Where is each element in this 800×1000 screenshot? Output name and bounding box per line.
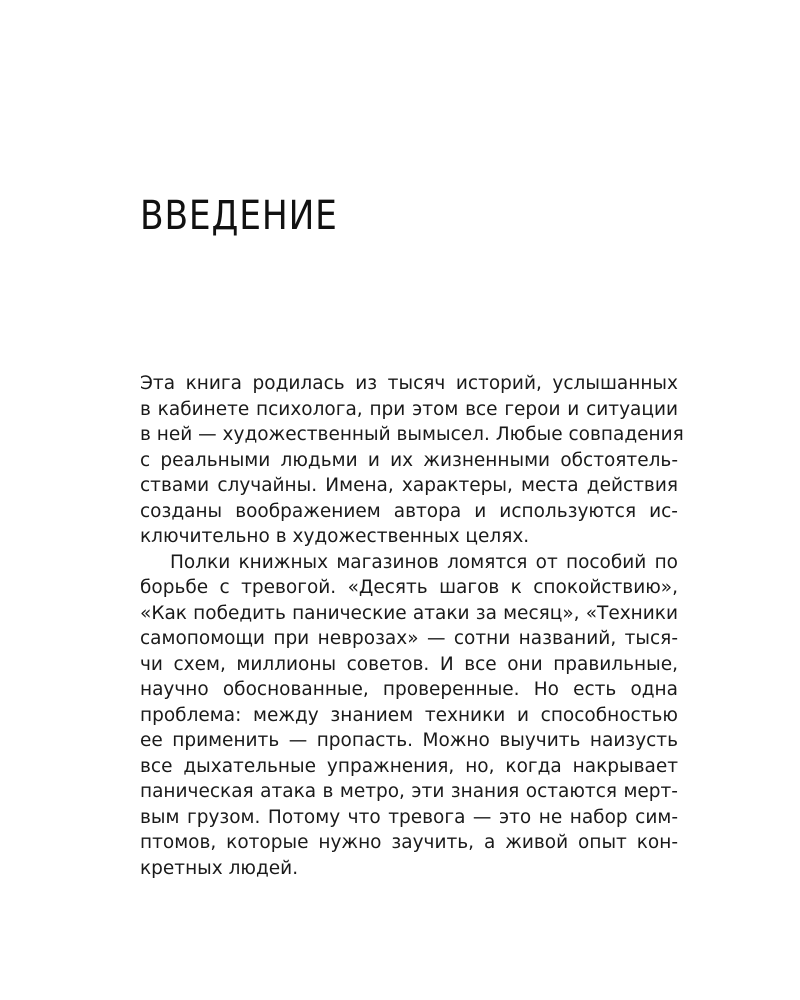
paragraph-2-line-8: ее применить — пропасть. Можно выучить наизусть	[140, 730, 678, 751]
paragraph-1-line-1: Эта книга родилась из тысяч историй, услышанных	[140, 373, 678, 394]
paragraph-2-line-2: борьбе с тревогой. «Десять шагов к спокойствию»,	[140, 577, 678, 598]
chapter-title: ВВЕДЕНИЕ	[140, 193, 338, 239]
chapter-body	[140, 371, 700, 881]
paragraph-2-line-6: научно обоснованные, проверенные. Но есть одна	[140, 679, 678, 700]
paragraph-2-line-11: вым грузом. Потому что тревога — это не набор сим-	[140, 806, 678, 828]
paragraph-2-line-9: все дыхательные упражнения, но, когда накрывает	[140, 755, 678, 777]
paragraph-1-line-5: ствами случайны. Имена, характеры, места действия	[140, 475, 678, 496]
paragraph-1-line-4: с реальными людьми и их жизненными обстоятель-	[140, 449, 678, 471]
paragraph-2-line-4: самопомощи при неврозах» — сотни названий, тыся-	[140, 628, 678, 649]
paragraph-2-line-12: птомов, которые нужно заучить, а живой опыт кон-	[140, 832, 678, 853]
paragraph-2-line-5: чи схем, миллионы советов. И все они правильные,	[140, 653, 678, 675]
paragraph-2-line-1: Полки книжных магазинов ломятся от пособий по	[170, 551, 678, 573]
paragraph-2-line-7: проблема: между знанием техники и способностью	[140, 704, 678, 726]
paragraph-2-line-13: кретных людей.	[140, 857, 299, 879]
paragraph-1-line-3: в ней — художественный вымысел. Любые совпадения	[140, 424, 684, 445]
paragraph-1-line-2: в кабинете психолога, при этом все герои и ситуации	[140, 398, 678, 420]
paragraph-1-line-7: ключительно в художественных целях.	[140, 526, 530, 547]
paragraph-2-line-10: паническая атака в метро, эти знания остаются мерт-	[140, 781, 678, 802]
paragraph-1-line-6: созданы воображением автора и используются ис-	[140, 500, 678, 522]
paragraph-2-line-3: «Как победить панические атаки за месяц», «Техники	[140, 602, 678, 624]
